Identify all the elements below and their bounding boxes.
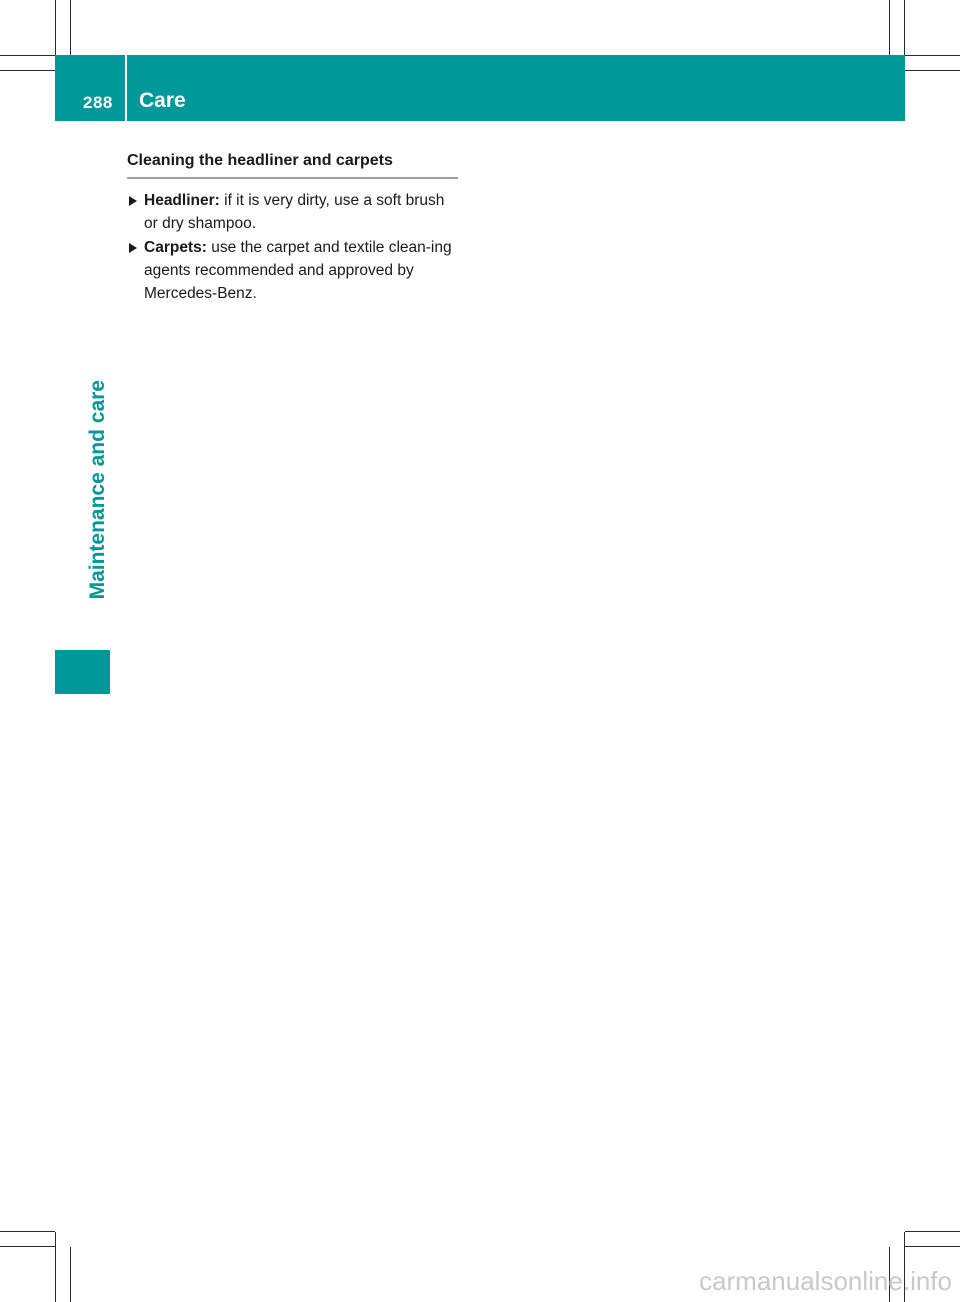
crop-mark — [889, 0, 890, 55]
instruction-list — [127, 189, 458, 305]
item-term: Headliner: — [144, 192, 220, 209]
crop-mark — [905, 70, 960, 71]
section-title: Care — [139, 89, 186, 112]
crop-mark — [70, 0, 71, 55]
crop-mark — [905, 55, 960, 56]
page-number: 288 — [83, 93, 113, 112]
side-tab-label: Maintenance and care — [86, 380, 109, 600]
arrow-right-icon — [129, 196, 137, 206]
crop-mark — [905, 1246, 960, 1247]
list-item — [127, 236, 458, 305]
section-heading: Cleaning the headliner and carpets — [127, 152, 458, 179]
header-divider — [125, 55, 127, 121]
side-tab-marker — [55, 650, 110, 694]
crop-mark — [55, 0, 56, 55]
list-item — [127, 189, 458, 235]
crop-mark — [905, 1231, 960, 1232]
crop-mark — [0, 1246, 55, 1247]
arrow-right-icon — [129, 243, 137, 253]
side-tab-label-wrap — [82, 380, 114, 650]
crop-mark — [0, 70, 55, 71]
page-header — [55, 55, 905, 121]
crop-mark — [70, 1247, 71, 1302]
crop-mark — [904, 0, 905, 55]
crop-mark — [55, 1232, 56, 1302]
item-text: if it is very dirty, use a soft brush or dry shampoo. — [144, 192, 445, 232]
crop-mark — [0, 55, 55, 56]
item-term: Carpets: — [144, 239, 207, 256]
item-text: use the carpet and textile clean-ing agents recommended and approved by Mercedes-Benz. — [144, 239, 452, 302]
main-content — [127, 152, 458, 306]
crop-mark — [0, 1231, 55, 1232]
watermark: carmanualsonline.info — [699, 1266, 952, 1296]
